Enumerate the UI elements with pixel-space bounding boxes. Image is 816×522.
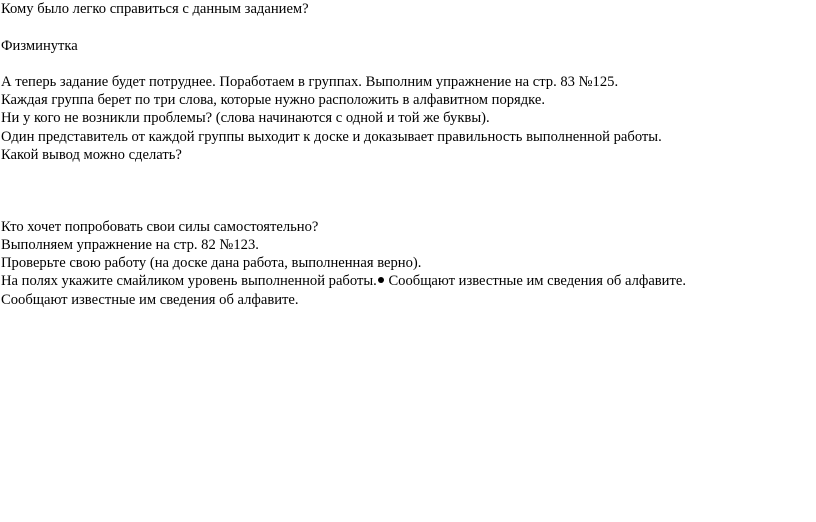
group-task-line: Ни у кого не возникли проблемы? (слова начинаются с одной и той же буквы).	[1, 110, 490, 126]
individual-task-line: Выполняем упражнение на стр. 82 №123.	[1, 237, 259, 253]
individual-task-line: Кто хочет попробовать свои силы самостоятельно?	[1, 219, 319, 235]
smiley-line	[1, 272, 686, 290]
smiley-line-end: Сообщают известные им сведения об алфавите.	[388, 273, 686, 289]
individual-task-line: Проверьте свою работу (на доске дана работа, выполненная верно).	[1, 255, 422, 271]
group-task-line: Какой вывод можно сделать?	[1, 147, 182, 163]
group-task-line: А теперь задание будет потруднее. Поработаем в группах. Выполним упражнение на стр. 83 №125.	[1, 74, 619, 90]
smiley-line-start: На полях укажите смайликом уровень выполненной работы.	[1, 273, 377, 289]
group-task-line: Каждая группа берет по три слова, которые нужно расположить в алфавитном порядке.	[1, 92, 546, 108]
group-task-line: Один представитель от каждой группы выходит к доске и доказывает правильность выполненной работы.	[1, 129, 662, 145]
question-who-easy: Кому было легко справиться с данным заданием?	[1, 1, 309, 17]
bullet-icon	[378, 277, 384, 283]
closing-line: Сообщают известные им сведения об алфавите.	[1, 292, 299, 308]
heading-fizminutka: Физминутка	[1, 38, 78, 54]
